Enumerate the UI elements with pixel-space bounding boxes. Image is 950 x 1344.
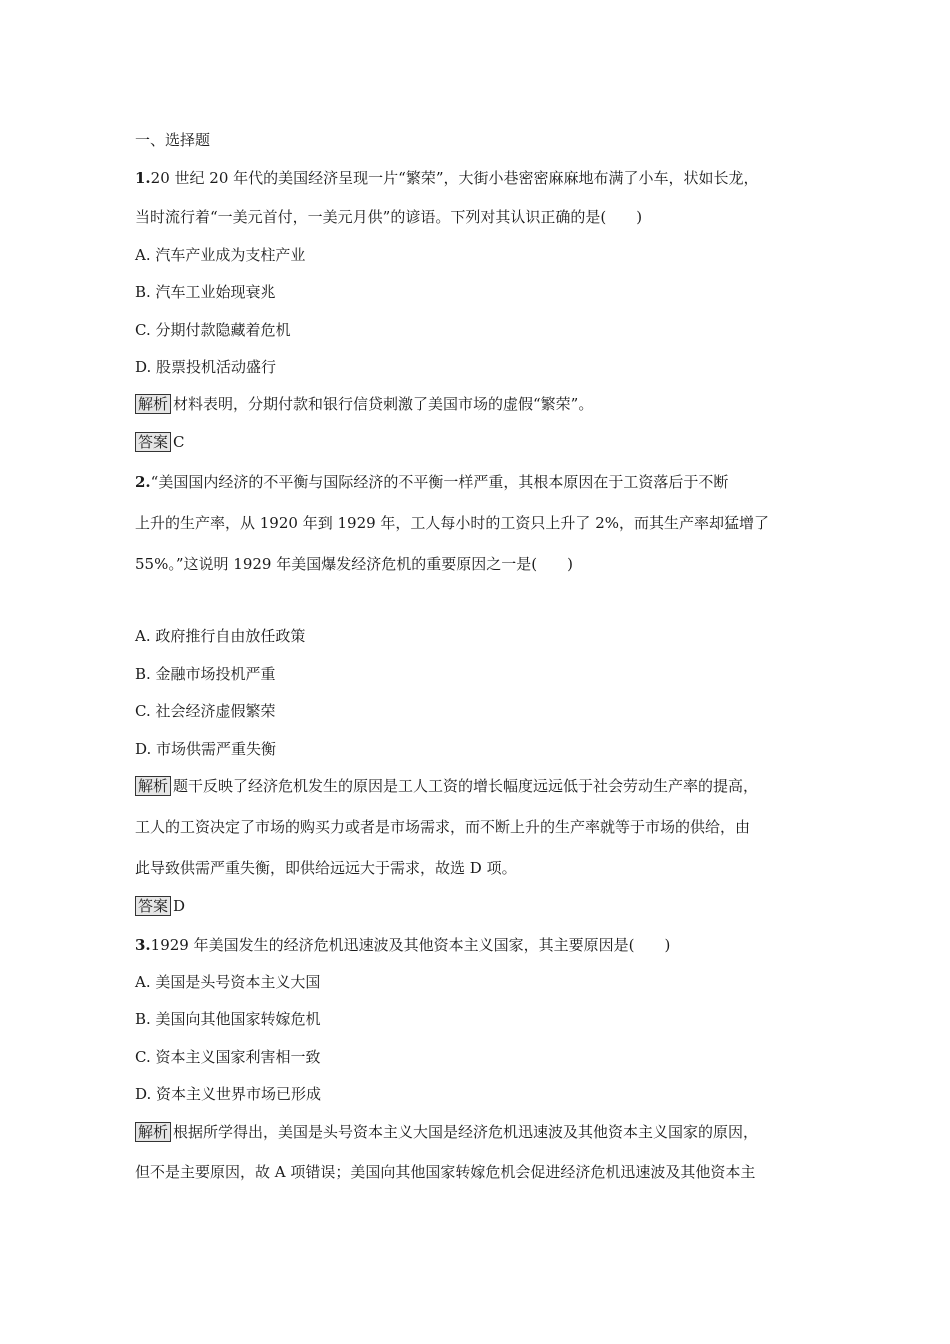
analysis-tag: 解析 (135, 394, 171, 414)
answer-tag: 答案 (135, 432, 171, 452)
question-1-option-a: A. 汽车产业成为支柱产业 (135, 246, 306, 264)
question-2-option-b: B. 金融市场投机严重 (135, 665, 276, 683)
question-3-number: 3. (135, 936, 151, 954)
question-3-option-c: C. 资本主义国家利害相一致 (135, 1048, 321, 1066)
question-2-stem-line-3: 55%。”这说明 1929 年美国爆发经济危机的重要原因之一是( ) (135, 555, 573, 573)
question-1-analysis: 解析 材料表明，分期付款和银行信贷刺激了美国市场的虚假“繁荣”。 (135, 394, 593, 414)
question-3-stem-line-1: 3.1929 年美国发生的经济危机迅速波及其他资本主义国家，其主要原因是( ) (135, 936, 671, 954)
section-title: 一、选择题 (135, 131, 211, 149)
question-1-option-b: B. 汽车工业始现衰兆 (135, 283, 276, 301)
question-3-option-d: D. 资本主义世界市场已形成 (135, 1085, 322, 1103)
question-2-stem-line-2: 上升的生产率，从 1920 年到 1929 年，工人每小时的工资只上升了 2%，而其生产率却猛增了 (135, 514, 769, 532)
analysis-tag: 解析 (135, 776, 171, 796)
question-2-answer: 答案 D (135, 896, 185, 916)
question-1-stem-line-1: 1.20 世纪 20 年代的美国经济呈现一片“繁荣”，大街小巷密密麻麻地布满了小车，状如长龙， (135, 169, 759, 187)
question-3-analysis-line-1: 解析 根据所学得出，美国是头号资本主义大国是经济危机迅速波及其他资本主义国家的原因， (135, 1122, 758, 1142)
question-2-analysis-line-2: 工人的工资决定了市场的购买力或者是市场需求，而不断上升的生产率就等于市场的供给，由 (135, 818, 751, 836)
question-2-stem-line-1: 2.“美国国内经济的不平衡与国际经济的不平衡一样严重，其根本原因在于工资落后于不断 (135, 473, 729, 491)
question-1-number: 1. (135, 169, 151, 187)
answer-tag: 答案 (135, 896, 171, 916)
question-3-option-b: B. 美国向其他国家转嫁危机 (135, 1010, 321, 1028)
question-1-stem-line-2: 当时流行着“一美元首付，一美元月供”的谚语。下列对其认识正确的是( ) (135, 208, 643, 226)
question-1-option-d: D. 股票投机活动盛行 (135, 358, 277, 376)
question-2-option-d: D. 市场供需严重失衡 (135, 740, 277, 758)
question-1-option-c: C. 分期付款隐藏着危机 (135, 321, 291, 339)
question-3-analysis-line-2: 但不是主要原因，故 A 项错误；美国向其他国家转嫁危机会促进经济危机迅速波及其他资本主 (135, 1163, 756, 1181)
analysis-tag: 解析 (135, 1122, 171, 1142)
question-2-option-a: A. 政府推行自由放任政策 (135, 627, 306, 645)
question-1-answer: 答案 C (135, 432, 185, 452)
question-2-number: 2. (135, 473, 151, 491)
question-2-analysis-line-3: 此导致供需严重失衡，即供给远远大于需求，故选 D 项。 (135, 859, 517, 877)
question-2-analysis-line-1: 解析 题干反映了经济危机发生的原因是工人工资的增长幅度远远低于社会劳动生产率的提高， (135, 776, 758, 796)
question-2-option-c: C. 社会经济虚假繁荣 (135, 702, 276, 720)
question-3-option-a: A. 美国是头号资本主义大国 (135, 973, 321, 991)
